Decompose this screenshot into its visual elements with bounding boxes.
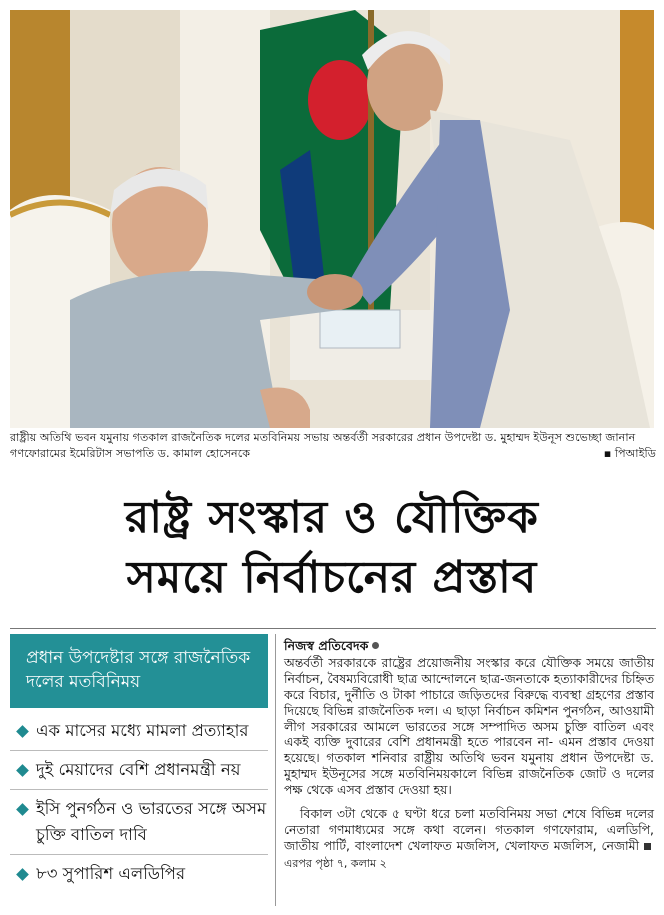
photo-credit-label: পিআইডি <box>614 447 656 460</box>
continued-text: এরপর পৃষ্ঠা ৭, কলাম ২ <box>284 856 387 870</box>
diamond-bullet-icon <box>16 764 29 777</box>
meeting-photo-illustration <box>10 10 654 428</box>
point-text: দুই মেয়াদের বেশি প্রধানমন্ত্রী নয় <box>36 760 241 779</box>
photo-caption <box>10 430 656 462</box>
list-item <box>10 790 268 855</box>
byline-dot-icon <box>372 642 379 649</box>
column-divider <box>275 634 276 906</box>
article-paragraph-1: অন্তর্বর্তী সরকারকে রাষ্ট্রের প্রয়োজনীয় সংস্কার করে যৌক্তিক সময়ে জাতীয় নির্বাচন, বৈষম্যবিরোধী ছাত্র আন্দোলনে ছাত্র-জনতাকে হত্যাকারীদের চিহ্নিত করে বিচার, দুর্নীতি ও টাকা পাচারে জড়িতদের বিরুদ্ধে ব্যবস্থা গ্রহণের প্রস্তাব দিয়েছে বিভিন্ন রাজনৈতিক দল। এ ছাড়া নির্বাচন কমিশন পুনর্গঠন, আওয়ামী লীগ সরকারের আমলে ভারতের সঙ্গে সম্পাদিত অসম চুক্তি বাতিল এবং একই ব্যক্তি দুবারের বেশি প্রধানমন্ত্রী হতে পারবেন না- এমন প্রস্তাব দেওয়া হয়েছে। গতকাল শনিবার রাষ্ট্রীয় অতিথি ভবন যমুনায় প্রধান উপদেষ্টা ড. মুহাম্মদ ইউনূসের সঙ্গে মতবিনিময়কালে বিভিন্ন রাজনৈতিক জোট ও দলের পক্ষ থেকে এসব প্রস্তাব দেওয়া হয়। <box>284 654 654 798</box>
byline-text: নিজস্ব প্রতিবেদক <box>284 638 369 653</box>
diamond-bullet-icon <box>16 725 29 738</box>
sidebar-title: প্রধান উপদেষ্টার সঙ্গে রাজনৈতিক দলের মতবিনিময় <box>26 648 251 692</box>
diamond-bullet-icon <box>16 803 29 816</box>
headline-line-2: সময়ে নির্বাচনের প্রস্তাব <box>126 552 538 603</box>
article-paragraph-2 <box>284 806 654 872</box>
article-paragraph-2-text: বিকাল ৩টা থেকে ৫ ঘণ্টা ধরে চলা মতবিনিময় সভা শেষে বিভিন্ন দলের নেতারা গণমাধ্যমের সঙ্গে কথা বলেন। গতকাল গণফোরাম, এলডিপি, জাতীয় পার্টি, বাংলাদেশ খেলাফত মজলিস, খেলাফত মজলিস, নেজামী <box>284 806 654 853</box>
caption-text: রাষ্ট্রীয় অতিথি ভবন যমুনায় গতকাল রাজনৈতিক দলের মতবিনিময় সভায় অন্তর্বর্তী সরকারের প্রধান উপদেষ্টা ড. মুহাম্মদ ইউনূস শুভেচ্ছা জানান গণফোরামের ইমেরিটাস সভাপতি ড. কামাল হোসেনকে <box>10 431 636 460</box>
headline-line-1: রাষ্ট্র সংস্কার ও যৌক্তিক <box>125 492 539 543</box>
point-text: এক মাসের মধ্যে মামলা প্রত্যাহার <box>36 721 249 740</box>
square-marker-icon <box>644 843 651 850</box>
diamond-bullet-icon <box>16 868 29 881</box>
news-photo <box>10 10 654 428</box>
byline <box>284 638 654 654</box>
point-text: ৮৩ সুপারিশ এলডিপির <box>36 864 186 883</box>
sidebar-title-box <box>10 634 268 708</box>
list-item <box>10 712 268 751</box>
headline <box>0 488 664 608</box>
point-text: ইসি পুনর্গঠন ও ভারতের সঙ্গে অসম চুক্তি বাতিল দাবি <box>36 799 267 844</box>
section-divider <box>10 628 656 629</box>
list-item <box>10 855 268 893</box>
sidebar-points-list <box>10 712 268 893</box>
photo-credit: ▪ পিআইডি <box>603 447 656 460</box>
list-item <box>10 751 268 790</box>
article-body <box>284 638 654 872</box>
